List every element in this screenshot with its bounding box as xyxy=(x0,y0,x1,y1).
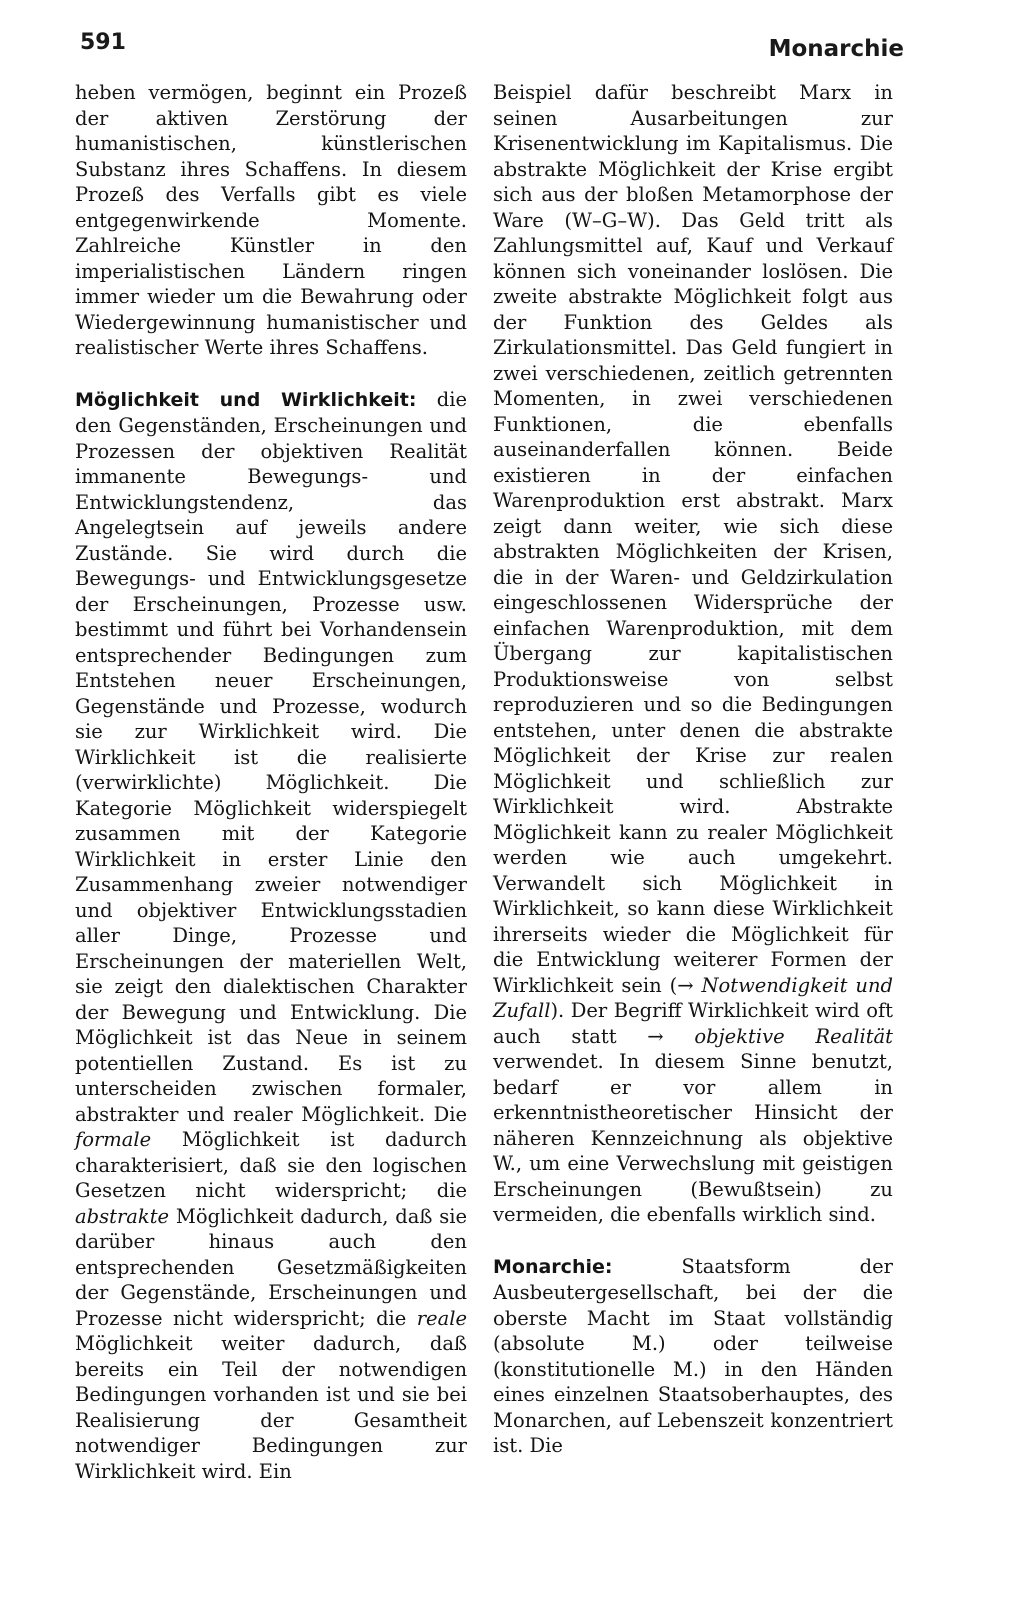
arrow-icon: → xyxy=(647,1024,695,1048)
page-number: 591 xyxy=(80,30,126,55)
paragraph-text: heben vermögen, beginnt ein Prozeß der aktiven Zerstörung der humanistischen, künstlerischen Substanz ihres Schaffens. In diesem Prozeß des Verfalls gibt es viele entgegenwirkende Momente. Zahlreiche Künstler in den imperialistischen Ländern ringen immer wieder um die Bewahrung oder Wiedergewinnung humanistischer und realistischer Werte ihres Schaffens. xyxy=(75,81,467,359)
entry-text: Beispiel dafür beschreibt Marx in seinen Ausarbeitungen zur Krisenentwicklung im Kapitalismus. Die abstrakte Möglichkeit der Krise ergibt sich aus der bloßen Metamorphose der Ware (W–G–W). Das Geld tritt als Zahlungsmittel auf, Kauf und Verkauf können sich voneinander loslösen. Die zweite abstrakte Möglichkeit folgt aus der Funktion des Geldes als Zirkulationsmittel. Das Geld fungiert in zwei verschiedenen, zeitlich getrennten Momenten, in zwei verschiedenen Funktionen, die ebenfalls auseinanderfallen können. Beide existieren in der einfachen Warenproduktion erst abstrakt. Marx zeigt dann weiter, wie sich diese abstrakten Möglichkeiten der Krisen, die in der Waren- und Geldzirkulation eingeschlossenen Widersprüche der einfachen Warenproduktion, mit dem Übergang zur kapitalistischen Produktionsweise von selbst reproduzieren und so die Bedingungen entstehen, unter denen die abstrakte Möglichkeit der Krise zur realen Möglichkeit und schließlich zur Wirklichkeit wird. Abstrakte Möglichkeit kann zu realer Möglichkeit werden wie auch umgekehrt. Verwandelt sich Möglichkeit in Wirklichkeit, so kann diese Wirklichkeit ihrerseits wieder die Möglichkeit für die Entwicklung weiterer Formen der Wirklichkeit sein ( xyxy=(493,81,893,997)
entry-text: Staatsform der Ausbeutergesellschaft, bei der die oberste Macht im Staat vollständig (absolute M.) oder teilweise (konstitutionelle M.) in den Händen eines einzelnen Staatsoberhauptes, des Monarchen, auf Lebenszeit konzentriert ist. Die xyxy=(493,1254,893,1457)
cross-reference-label: objektive Realität xyxy=(694,1024,894,1048)
emphasis-reale: reale xyxy=(416,1306,467,1330)
entry-heading: Möglichkeit und Wirklichkeit: xyxy=(75,388,417,411)
arrow-icon: → xyxy=(677,973,702,997)
left-column xyxy=(75,80,467,1484)
running-head: Monarchie xyxy=(768,36,904,62)
entry-moeglichkeit-und-wirklichkeit xyxy=(75,387,467,1485)
entry-monarchie xyxy=(493,1254,893,1459)
entry-text: die den Gegenständen, Erscheinungen und Prozessen der objektiven Realität immanente Bewegungs- und Entwicklungstendenz, das Angelegtsein auf jeweils andere Zustände. Sie wird durch die Bewegungs- und Entwicklungsgesetze der Erscheinungen, Prozesse usw. bestimmt und führt bei Vorhandensein entsprechender Bedingungen zum Entstehen neuer Erscheinungen, Gegenstände und Prozesse, wodurch sie zur Wirklichkeit wird. Die Wirklichkeit ist die realisierte (verwirklichte) Möglichkeit. Die Kategorie Möglichkeit widerspiegelt zusammen mit der Kategorie Wirklichkeit in erster Linie den Zusammenhang zweier notwendiger und objektiver Entwicklungsstadien aller Dinge, Prozesse und Erscheinungen der materiellen Welt, sie zeigt den dialektischen Charakter der Bewegung und Entwicklung. Die Möglichkeit ist das Neue in seinem potentiellen Zustand. Es ist zu unterscheiden zwischen formaler, abstrakter und realer Möglichkeit. Die xyxy=(75,387,467,1126)
entry-text: ). Der Begriff Wirklichkeit wird oft auch statt xyxy=(493,999,893,1048)
entry-heading: Monarchie: xyxy=(493,1255,613,1278)
emphasis-abstrakte: abstrakte xyxy=(75,1204,170,1228)
entry-text: Möglichkeit ist dadurch charakterisiert, daß sie den logischen Gesetzen nicht widerspricht; die xyxy=(75,1128,467,1202)
paragraph-continuation xyxy=(75,80,467,361)
entry-text: verwendet. In diesem Sinne benutzt, bedarf er vor allem in erkenntnistheoretischer Hinsicht der näheren Kennzeichnung als objektive W., um eine Verwechslung mit geistigen Erscheinungen (Bewußtsein) zu vermeiden, die ebenfalls wirklich sind. xyxy=(493,1050,893,1226)
cross-reference-label: Notwendigkeit und Zufall xyxy=(493,973,893,1022)
emphasis-formale: formale xyxy=(75,1128,152,1151)
right-column xyxy=(493,80,893,1459)
entry-continuation xyxy=(493,80,893,1228)
entry-text: Möglichkeit dadurch, daß sie darüber hinaus auch den entsprechenden Gesetzmäßigkeiten der Gegenstände, Erscheinungen und Prozesse nicht widerspricht; die xyxy=(75,1204,467,1330)
entry-text: Möglichkeit weiter dadurch, daß bereits ein Teil der notwendigen Bedingungen vorhanden ist und sie bei Realisierung der Gesamtheit notwendiger Bedingungen zur Wirklichkeit wird. Ein xyxy=(75,1332,467,1483)
cross-reference-objektive-realitaet[interactable] xyxy=(647,1025,893,1048)
